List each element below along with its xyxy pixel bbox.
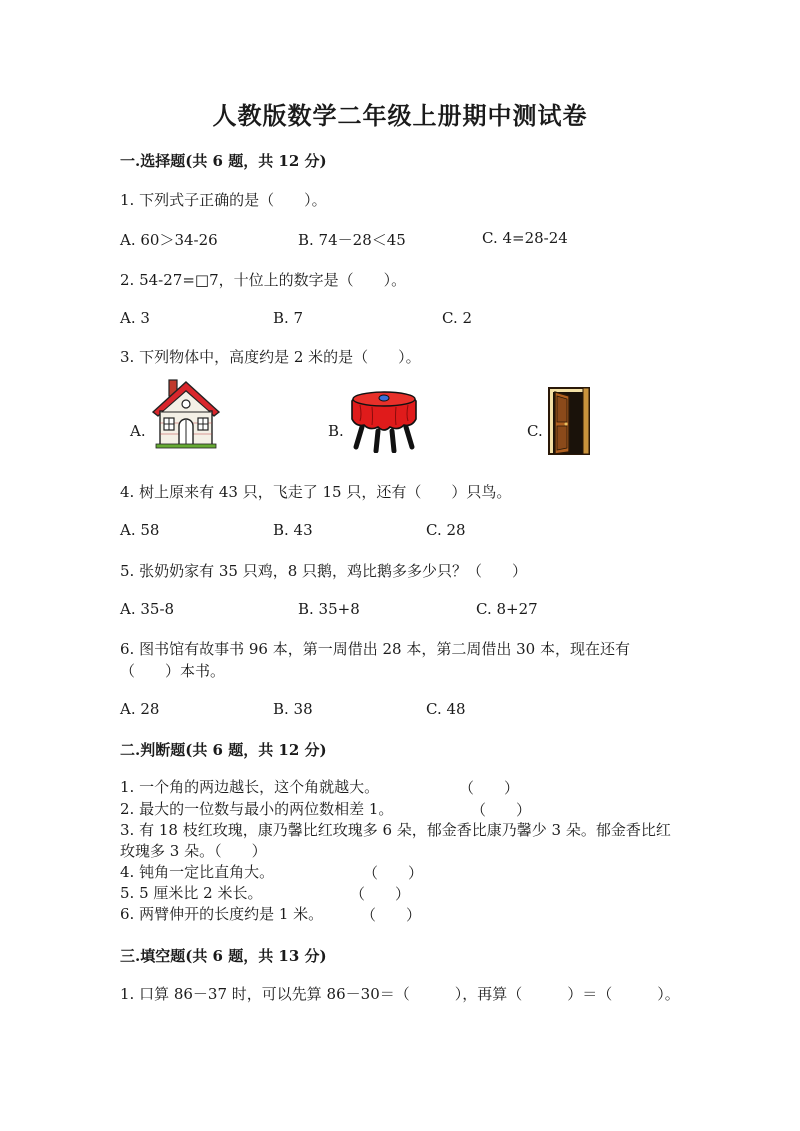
question-text: 4. 树上原来有 43 只，飞走了 15 只，还有（ ）只鸟。 — [120, 483, 512, 501]
judge-statement: 2. 最大的一位数与最小的两位数相差 1。 — [120, 800, 394, 818]
option-a — [130, 378, 230, 458]
door-icon — [547, 386, 591, 456]
option-a: A. 35-8 — [120, 600, 175, 618]
question-text: 1. 口算 86－37 时，可以先算 86－30＝（ ），再算（ ）＝（ ）。 — [120, 985, 680, 1003]
option-c: C. 8+27 — [476, 600, 538, 618]
option-b: B. 7 — [273, 309, 304, 327]
question-text: 6. 图书馆有故事书 96 本，第一周借出 28 本，第二周借出 30 本，现在还有（ ）本书。 — [120, 640, 630, 680]
page-title: 人教版数学二年级上册期中测试卷 — [212, 101, 588, 130]
question-text: 5. 张奶奶家有 35 只鸡，8 只鹅，鸡比鹅多多少只？（ ） — [120, 562, 528, 580]
judge-statement: 6. 两臂伸开的长度约是 1 米。 — [120, 905, 324, 923]
judge-statement: 4. 钝角一定比直角大。 — [120, 863, 275, 881]
house-icon — [152, 378, 220, 450]
option-b — [328, 383, 428, 458]
option-a: A. 60＞34-26 — [120, 231, 218, 249]
question-text: 3. 下列物体中，高度约是 2 米的是（ ）。 — [120, 348, 421, 366]
answer-paren: （ ） — [350, 885, 411, 903]
section-heading-choice: 一.选择题(共 6 题，共 12 分) — [120, 152, 327, 170]
option-a: A. 3 — [120, 309, 150, 327]
option-c: C. 4=28-24 — [482, 229, 568, 247]
answer-paren: （ ） — [459, 779, 520, 797]
option-b: B. 35+8 — [298, 600, 360, 618]
answer-paren: （ ） — [471, 801, 532, 819]
option-c: C. 48 — [426, 700, 466, 718]
judge-statement: 1. 一个角的两边越长，这个角就越大。 — [120, 778, 380, 796]
section-heading-judge: 二.判断题(共 6 题，共 12 分) — [120, 741, 327, 759]
option-c — [527, 386, 607, 458]
section-heading-fill: 三.填空题(共 6 题，共 13 分) — [120, 947, 327, 965]
option-a: A. 58 — [120, 521, 160, 539]
answer-paren: （ ） — [363, 864, 424, 882]
option-label: A. — [130, 422, 146, 440]
question-text: 1. 下列式子正确的是（ ）。 — [120, 191, 327, 209]
option-b: B. 74－28＜45 — [298, 231, 406, 249]
judge-statement: 5. 5 厘米比 2 米长。 — [120, 884, 263, 902]
option-b: B. 38 — [273, 700, 313, 718]
option-label: C. — [527, 422, 543, 440]
option-label: B. — [328, 422, 344, 440]
option-c: C. 2 — [442, 309, 473, 327]
answer-paren: （ ） — [361, 906, 422, 924]
option-a: A. 28 — [120, 700, 160, 718]
option-c: C. 28 — [426, 521, 466, 539]
question-text: 2. 54-27=□7，十位上的数字是（ ）。 — [120, 271, 407, 289]
table-icon — [348, 383, 420, 453]
judge-statement: 3. 有 18 枝红玫瑰，康乃馨比红玫瑰多 6 朵，郁金香比康乃馨少 3 朵。郁金香比红玫瑰多 3 朵。（ ） — [120, 821, 671, 860]
option-b: B. 43 — [273, 521, 313, 539]
